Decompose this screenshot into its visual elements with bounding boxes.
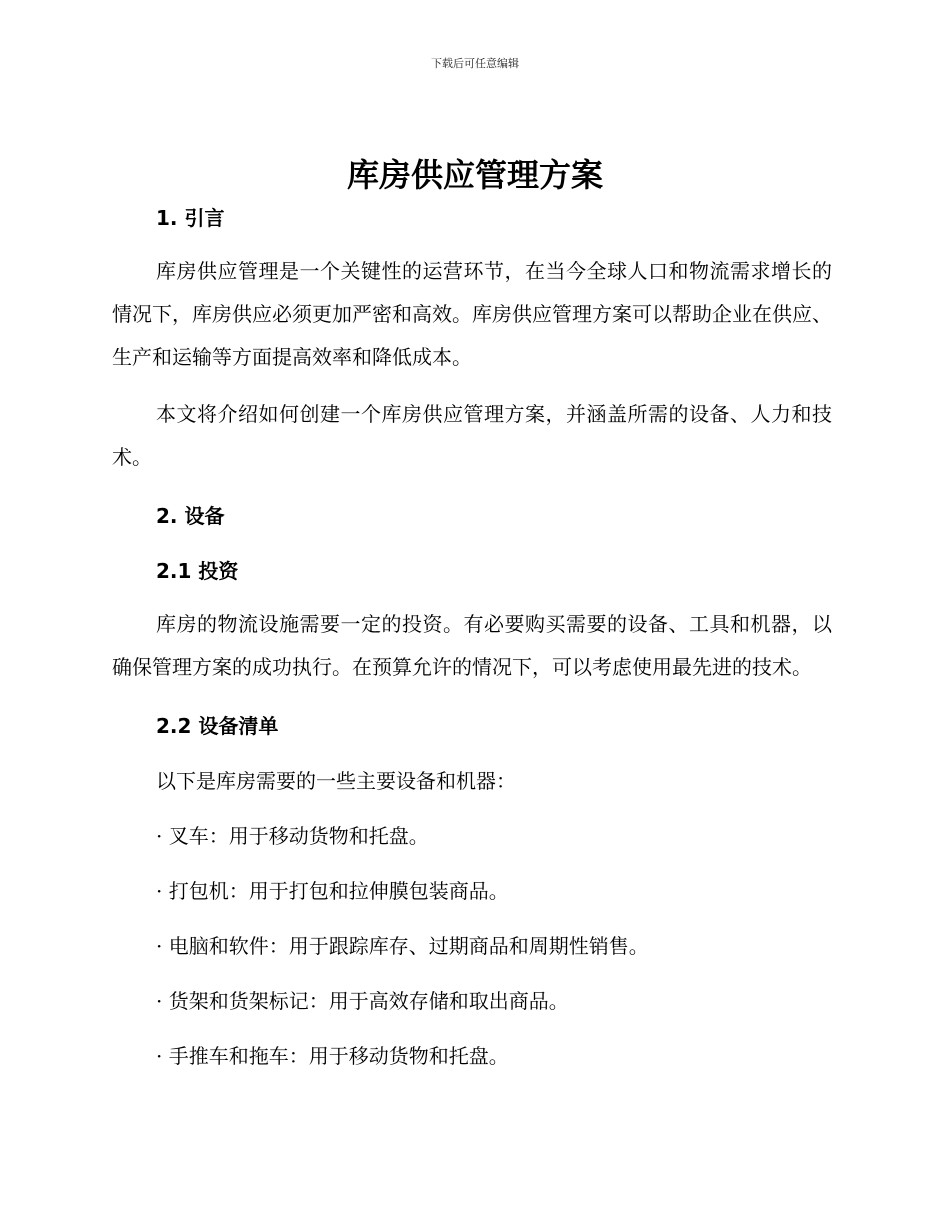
list-item: · 电脑和软件：用于跟踪库存、过期商品和周期性销售。 <box>156 934 649 958</box>
list-item: · 打包机：用于打包和拉伸膜包装商品。 <box>156 879 509 903</box>
section-heading-equipment: 2. 设备 <box>156 504 225 528</box>
subsection-heading-investment: 2.1 投资 <box>156 559 239 583</box>
header-note: 下载后可任意编辑 <box>431 57 519 70</box>
section-heading-intro: 1. 引言 <box>156 206 225 230</box>
intro-paragraph-1: 库房供应管理是一个关键性的运营环节，在当今全球人口和物流需求增长的情况下，库房供应必须更加严密和高效。库房供应管理方案可以帮助企业在供应、生产和运输等方面提高效率和降低成本。 <box>112 259 832 369</box>
document-body <box>112 200 832 1074</box>
document-title: 库房供应管理方案 <box>346 156 603 194</box>
list-item: · 手推车和拖车：用于移动货物和托盘。 <box>156 1044 509 1068</box>
equipment-list-intro: 以下是库房需要的一些主要设备和机器： <box>156 769 516 793</box>
investment-paragraph: 库房的物流设施需要一定的投资。有必要购买需要的设备、工具和机器，以确保管理方案的成功执行。在预算允许的情况下，可以考虑使用最先进的技术。 <box>112 612 832 679</box>
list-item: · 货架和货架标记：用于高效存储和取出商品。 <box>156 989 569 1013</box>
subsection-heading-equipment-list: 2.2 设备清单 <box>156 714 279 738</box>
intro-paragraph-2: 本文将介绍如何创建一个库房供应管理方案，并涵盖所需的设备、人力和技术。 <box>112 402 832 469</box>
list-item: · 叉车：用于移动货物和托盘。 <box>156 824 429 848</box>
